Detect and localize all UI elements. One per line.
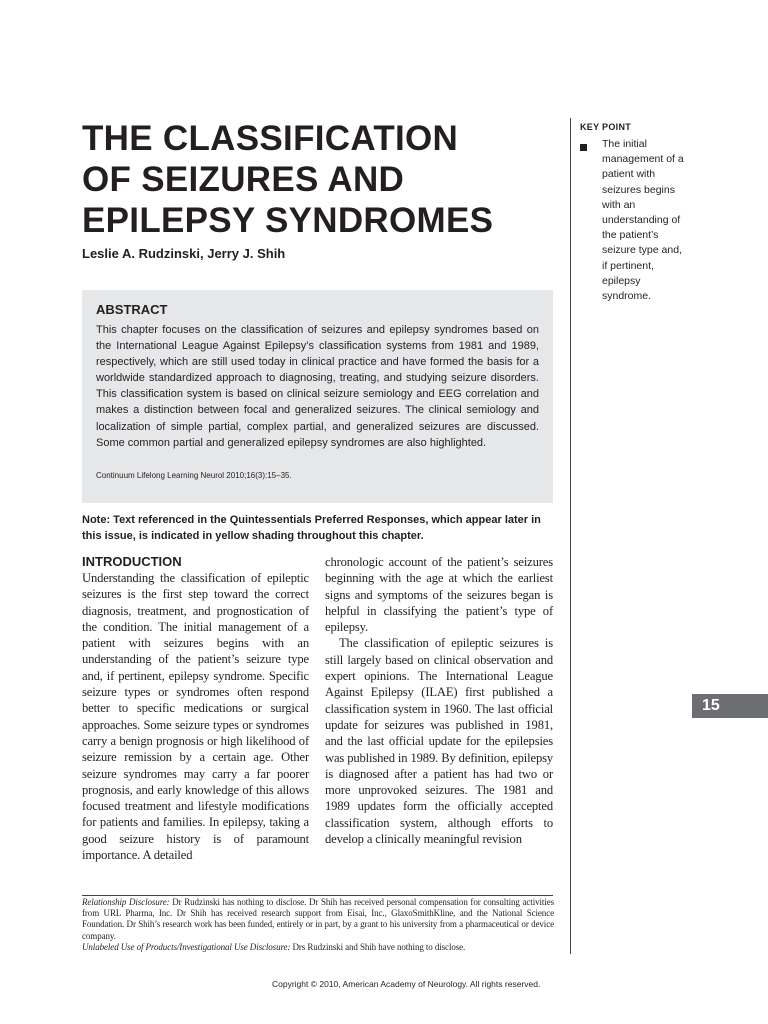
copyright-notice: Copyright © 2010, American Academy of Neurology. All rights reserved. — [272, 979, 541, 989]
relationship-disclosure-text: Dr Rudzinski has nothing to disclose. Dr Shih has received personal compensation for consulting activities from URL Pharma, Inc. Dr Shih has received research support from Eisai, Inc., GlaxoSmithKline, and the National Science Foundation. Dr Shih’s research work has been funded, entirely or in part, by a grant to his university from a pharmaceutical or device company. — [82, 897, 554, 941]
title-line-2: OF SEIZURES AND — [82, 160, 405, 199]
body-column-right — [325, 554, 553, 847]
intro-paragraph-1-continued: chronologic account of the patient’s seizures beginning with the age at which the earliest signs and symptoms of the seizures began is helpful in classifying the patient’s type of epilepsy. — [325, 555, 553, 635]
disclosures — [82, 897, 554, 953]
introduction-heading: INTRODUCTION — [82, 554, 182, 569]
relationship-disclosure — [82, 897, 554, 942]
intro-paragraph-1: Understanding the classification of epileptic seizures is the first step toward the correct diagnosis, treatment, and prognostication of the condition. The initial management of a patient with seizures begins with an understanding of the patient’s seizure type and, if pertinent, epilepsy syndrome. Specific seizure types or syndromes often respond better to specific medications or surgical approaches. Some seizure types or syndromes carry a benign prognosis or high likelihood of seizure remission by a certain age. Other seizure syndromes may carry a far poorer prognosis, and early knowledge of this allows focused treatment and lifestyle modifications for patients and families. In epilepsy, taking a good seizure history is of paramount importance. A detailed — [82, 571, 309, 863]
key-point-bullet-icon — [580, 144, 587, 151]
unlabeled-use-text: Drs Rudzinski and Shih have nothing to disclose. — [292, 941, 466, 952]
relationship-disclosure-label: Relationship Disclosure: — [82, 897, 170, 907]
title-line-1: THE CLASSIFICATION — [82, 119, 459, 158]
abstract-heading: ABSTRACT — [96, 302, 168, 317]
sidebar-divider — [570, 118, 571, 954]
body-column-left — [82, 570, 309, 863]
authors: Leslie A. Rudzinski, Jerry J. Shih — [82, 246, 286, 261]
abstract-body: This chapter focuses on the classification of seizures and epilepsy syndromes based on the International League Against Epilepsy’s classification systems from 1981 and 1989, respectively, which are still used today in clinical practice and have formed the basis for a worldwide standardized approach to diagnosing, treating, and studying seizure disorders. This classification system is based on clinical seizure semiology and EEG correlation and makes a distinction between focal and generalized seizures. The clinical semiology and localization of simple partial, complex partial, and generalized seizures are discussed. Some common partial and generalized epilepsy syndromes are also highlighted. — [96, 324, 539, 449]
footnote-divider — [82, 895, 553, 896]
abstract-citation: Continuum Lifelong Learning Neurol 2010;16(3):15–35. — [96, 471, 292, 480]
shading-note: Note: Text referenced in the Quintessentials Preferred Responses, which appear later in this issue, is indicated in yellow shading throughout this chapter. — [82, 514, 541, 542]
unlabeled-use-label: Unlabeled Use of Products/Investigational Use Disclosure: — [82, 941, 291, 952]
chapter-number-tab: 15 — [692, 694, 768, 718]
title-line-3: EPILEPSY SYNDROMES — [82, 201, 494, 240]
key-point-heading: KEY POINT — [580, 122, 632, 132]
article-title — [82, 118, 552, 241]
intro-paragraph-2: The classification of epileptic seizures is still largely based on clinical observation and expert opinions. The International League Against Epilepsy (ILAE) first published a classification system in 1960. The last official update for seizures was published in 1981, and the last official update for the epilepsies was published in 1989. By definition, epilepsy is diagnosed after a patient has had two or more unprovoked seizures. The 1981 and 1989 updates form the officially accepted classification system, although efforts to develop a clinically meaningful revision — [325, 636, 553, 847]
key-point-text: The initial management of a patient with seizures begins with an understanding of the patient’s seizure type and, if pertinent, epilepsy syndrome. — [602, 138, 684, 303]
unlabeled-use-disclosure — [82, 942, 554, 953]
